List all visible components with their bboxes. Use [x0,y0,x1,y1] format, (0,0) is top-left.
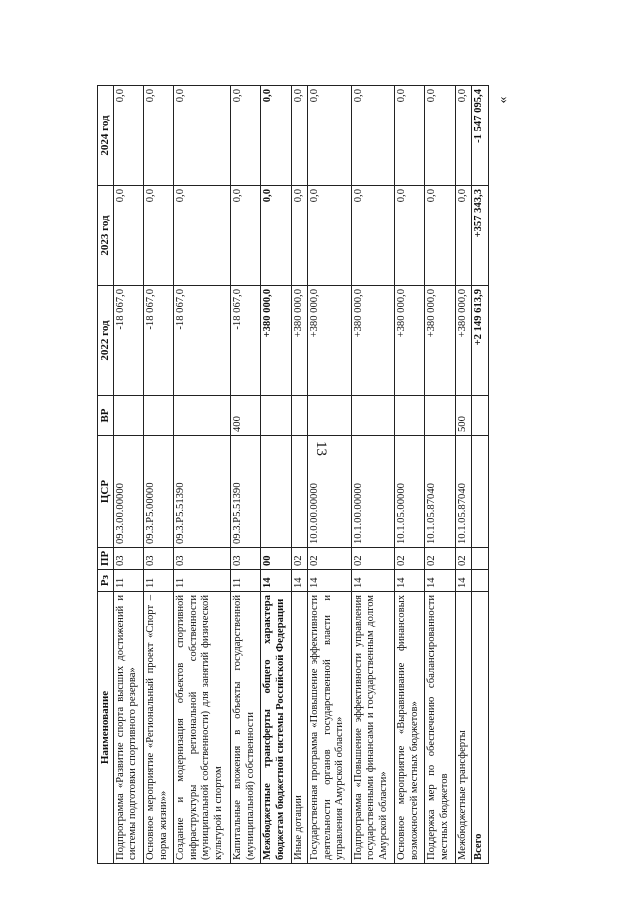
cell-vr [261,396,291,436]
table-row [395,86,425,864]
header-pr: ПР [98,548,114,570]
table-row [455,86,472,864]
cell-csr: 09.3.P5.00000 [144,436,174,548]
cell-csr: 10.1.05.87040 [455,436,472,548]
cell-2024: 0,0 [174,86,231,186]
cell-name: Подпрограмма «Развитие спорта высших достижений и системы подготовки спортивного резерва» [113,592,143,864]
cell-csr: 10.1.05.00000 [395,436,425,548]
cell-csr [472,436,489,548]
table-row [231,86,261,864]
cell-pr: 03 [144,548,174,570]
cell-2023: 0,0 [308,186,352,286]
table-row [472,86,489,864]
cell-name: Подпрограмма «Повышение эффективности управления государственными финансами и государственным долгом Амурской области» [351,592,395,864]
cell-vr [351,396,395,436]
cell-rz: 14 [308,570,352,592]
cell-name: Создание и модернизация объектов спортивной инфраструктуры региональной собственности (муниципальной собственности) для занятий физической культурой и спортом [174,592,231,864]
cell-pr: 00 [261,548,291,570]
cell-csr: 09.3.P5.51390 [174,436,231,548]
cell-vr: 400 [231,396,261,436]
cell-2022: +380 000,0 [425,286,455,396]
cell-2023: 0,0 [291,186,308,286]
header-rz: Рз [98,570,114,592]
cell-vr: 500 [455,396,472,436]
table-body [113,86,488,864]
cell-2023: 0,0 [113,186,143,286]
cell-vr [144,396,174,436]
table-header-row [98,86,114,864]
cell-rz: 11 [174,570,231,592]
cell-name: Государственная программа «Повышение эффективности деятельности органов государственной власти и управления Амурской области» [308,592,352,864]
header-name: Наименование [98,592,114,864]
cell-pr: 02 [351,548,395,570]
header-2024: 2024 год [98,86,114,186]
cell-pr: 02 [455,548,472,570]
table-row [113,86,143,864]
cell-2024: 0,0 [261,86,291,186]
table-row [308,86,352,864]
cell-2023: 0,0 [395,186,425,286]
closing-quote: » [496,96,512,104]
cell-csr [291,436,308,548]
cell-2022: +2 149 613,9 [472,286,489,396]
cell-2022: +380 000,0 [308,286,352,396]
cell-vr [174,396,231,436]
table-row [261,86,291,864]
cell-2023: 0,0 [455,186,472,286]
cell-name: Капитальные вложения в объекты государственной (муниципальной) собственности [231,592,261,864]
cell-2023: 0,0 [425,186,455,286]
budget-table [97,85,489,864]
cell-2023: 0,0 [351,186,395,286]
page-number-text: 13 [312,441,329,456]
table-row [174,86,231,864]
cell-2022: +380 000,0 [455,286,472,396]
cell-csr: 09.3.P5.51390 [231,436,261,548]
cell-vr [291,396,308,436]
cell-2023: +357 343,3 [472,186,489,286]
table-row [291,86,308,864]
cell-name: Поддержка мер по обеспечению сбалансированности местных бюджетов [425,592,455,864]
cell-pr: 03 [113,548,143,570]
cell-2022: -18 067,0 [231,286,261,396]
cell-rz: 14 [425,570,455,592]
cell-vr [113,396,143,436]
cell-pr: 02 [308,548,352,570]
cell-2024: 0,0 [395,86,425,186]
cell-rz: 11 [231,570,261,592]
cell-vr [425,396,455,436]
cell-rz: 14 [351,570,395,592]
cell-2024: 0,0 [308,86,352,186]
cell-csr: 10.0.00.00000 [308,436,352,548]
cell-2022: -18 067,0 [113,286,143,396]
cell-2024: 0,0 [455,86,472,186]
budget-table-container [97,86,489,864]
cell-rz [472,570,489,592]
cell-name: Межбюджетные трансферты общего характера бюджетам бюджетной системы Российской Федерации [261,592,291,864]
cell-rz: 11 [144,570,174,592]
cell-2022: +380 000,0 [351,286,395,396]
cell-2024: 0,0 [113,86,143,186]
header-2022: 2022 год [98,286,114,396]
header-vr: ВР [98,396,114,436]
cell-vr [308,396,352,436]
cell-name: Основное мероприятие «Выравнивание финансовых возможностей местных бюджетов» [395,592,425,864]
rotated-table-frame [97,86,489,864]
header-2023: 2023 год [98,186,114,286]
cell-2022: -18 067,0 [144,286,174,396]
cell-name: Иные дотации [291,592,308,864]
cell-rz: 14 [291,570,308,592]
table-row [351,86,395,864]
table-row [144,86,174,864]
cell-2023: 0,0 [261,186,291,286]
cell-pr [472,548,489,570]
cell-csr: 10.1.00.00000 [351,436,395,548]
cell-2023: 0,0 [174,186,231,286]
cell-pr: 02 [395,548,425,570]
cell-2024: 0,0 [291,86,308,186]
cell-pr: 02 [425,548,455,570]
table-row [425,86,455,864]
cell-csr: 10.1.05.87040 [425,436,455,548]
cell-name: Основное мероприятие «Региональный проект «Спорт – норма жизни»» [144,592,174,864]
cell-pr: 03 [174,548,231,570]
cell-rz: 11 [113,570,143,592]
cell-2024: 0,0 [144,86,174,186]
cell-vr [395,396,425,436]
cell-name: Всего [472,592,489,864]
cell-csr [261,436,291,548]
cell-2024: 0,0 [231,86,261,186]
cell-2024: 0,0 [425,86,455,186]
cell-2023: 0,0 [144,186,174,286]
cell-pr: 02 [291,548,308,570]
cell-2022: +380 000,0 [395,286,425,396]
header-csr: ЦСР [98,436,114,548]
cell-csr: 09.3.00.00000 [113,436,143,548]
cell-vr [472,396,489,436]
cell-rz: 14 [455,570,472,592]
cell-2022: +380 000,0 [261,286,291,396]
cell-2022: -18 067,0 [174,286,231,396]
cell-2023: 0,0 [231,186,261,286]
cell-2024: -1 547 095,4 [472,86,489,186]
cell-2024: 0,0 [351,86,395,186]
cell-rz: 14 [395,570,425,592]
cell-name: Межбюджетные трансферты [455,592,472,864]
cell-rz: 14 [261,570,291,592]
cell-pr: 03 [231,548,261,570]
cell-2022: +380 000,0 [291,286,308,396]
